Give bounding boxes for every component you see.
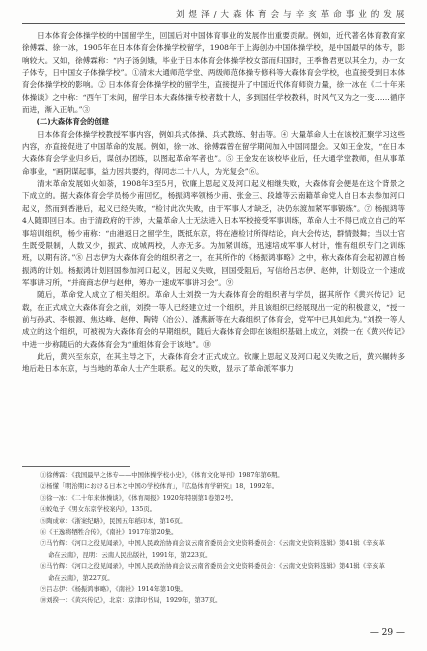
footnote: ②杨懂「明治期における日本と中国の学校体育」，『広島体育学研究』18，1992年。 <box>40 483 279 491</box>
paragraph: 日本体育会体操学校教授军事内容，例如兵式体操、兵式教练、射击等。④ 大量革命人士在该校汇聚学习这些内容，亦直接促进了中国革命的发展。例如，徐一冰、徐傅霖曾在留学期间加入中国同盟会。又如王金发，“在日本大森体育会学业归乡后，谋创办团练，以图起革命军者也”。⑤ 王金发在该校毕业后，任大通学堂教师，但从事革命事业，“画阴谋起事，益力因共要约，得同志二十八人，为光复会”⑥。 <box>22 129 405 176</box>
footnote: ⑤陶成章：《浙案纪略》，民国五年稻印本，第16页。 <box>40 517 187 525</box>
footnote: ⑥《王逸将牺牲合传》，《南社》1917年第20集。 <box>40 529 178 537</box>
footnotes <box>40 470 405 607</box>
section-heading: (二)大森体育会的创建 <box>36 117 109 127</box>
paragraph: 日本体育会体操学校的中国留学生，回国后对中国体育事业的发展作出重要贡献。例如，近代著名体育教育家徐傅霖、徐一冰，1905年在日本体育会体操学校留学，1908年于上海创办中国体操学校，是中国最早的体专，影响较大。又如，徐傅霖称：“内子汤剑娥，毕业于日本体育会体操学校女部而归国时，王季鲁君更以其全力，办一女子体专，日中国女子体操学校”。①清末大通师范学堂、两级师范体操专修科等大森体育会学校，也直接受到日本体育会体操学校的影响。② 日本体育会体操学校的留学生，直接提升了中国近代体育师资力量，徐一冰在《二十年来体操谈》之中称：“西午丁未间，留学日本大森体操专校者数十人，多到国任学校教科，时风气又为之一变……循序而进，渐入正轨。”③ <box>22 31 405 115</box>
footnote: ⑦马竹辉：《河口之役见闻录》，中国人民政治协商会议云南省委员会文史资料委员会：《云南文史资料选辑》第41辑《辛亥革 <box>40 540 385 548</box>
footnote: ⑨吕志伊：《杨振鸿事略》，《南社》1914年第10集。 <box>40 586 187 594</box>
paragraph: 随后，革命党人成立了相关组织。革命人士刘揆一为大森体育会的组织者与学员，据其所作《黄兴传记》记载，在正式成立大森体育会之前，刘揆一等人已经建立过一个组织，并且该组织已经展现出一定的积极意义，“授一前与孙武、李根源、焦达峰、赵伸、陶铸（冶公）、潘燕新等在大森组织了体育会，党军中已具如此为。”刘揆一等人成立的这个组织，可被视为大森体育会的早期组织，随后大森体育会即在该组织基础上成立，刘揆一在《黄兴传记》中进一步称随后的大森体育会为“重组体育会于该地”。⑩ <box>22 290 405 349</box>
body-text <box>22 30 405 376</box>
footnote-continuation: 命在云南》，第227页。 <box>48 574 114 582</box>
footnote: ③徐一冰：《二十年来体操谈》，《体育周报》1920年特别第1卷第2号。 <box>40 494 238 502</box>
footnote: ①徐傅霖：《我国最早之体专——中国体操学校小史》，《体育文化导刊》1987年第6期。 <box>40 472 284 479</box>
footnote: ④蛟龟子《男女东京学校案内》，135页。 <box>40 506 156 514</box>
footnote-rule <box>22 466 130 467</box>
footnote: ⑧马竹辉：《河口之役见闻录》，中国人民政治协商会议云南省委员会文史资料委员会：《云南文史资料选辑》第41辑《辛亥革 <box>40 563 385 571</box>
paragraph: 此后，黄兴至东京，在其主导之下，大森体育会才正式成立。钦廉上思起义及河口起义失败之后，黄兴辗转多地后赴日本东京，与当地的革命人士产生联系。起义的失败，显示了革命派军事力 <box>22 351 405 374</box>
footnote: ⑩刘揆一：《黄兴传记》，北京：京津印书局，1929年，第37页。 <box>40 597 222 605</box>
header-rule <box>22 23 405 24</box>
paragraph: 清末革命发展如火如荼，1908年3至5月，钦廉上思起义及河口起义相继失败，大森体育会便是在这个背景之下成立的。据大森体育会学员杨少甫回忆，杨振鸿率领杨少甫、张金三、段雄等云南籍革命党人自日本去参加河口起义，然而到香港后，起义已经失败，“检讨此次失败，由于军事人才缺乏，决仍东渡加紧军事锻炼”。⑦ 杨振鸿等4人随即回日本。由于清政府的干涉，大量革命人士无法进入日本军校接受军事训练，革命人士不得已成立自己的军事培训组织，杨少甫称：“由港返日之留学生，既抵东京，将在港检讨所得结论，向大会传达，群情鼓舞；当以士官生既受限制，人数又少，振武、成城两校，人亦无多。为加紧训练，迅速培成军事人材计，惟有组织专门之训练班，以期有济。”⑧ 吕志伊为大森体育会的组织者之一，在其所作的《杨振鸿事略》之中，称大森体育会起初源自杨振鸿的计划。杨振鸿计划回国参加河口起义，因起义失败，回国受阻后，写信给吕志伊、赵伸，计划设立一个速成军事讲习所，“并商商志伊与赵伸，筹办一速成军事讲习会”。⑨ <box>22 179 405 287</box>
footnote-continuation: 命在云南》，昆明：云南人民出版社，1991年，第223页。 <box>48 551 212 559</box>
page-number: — 29 — <box>369 628 405 638</box>
running-head: 刘 煜 泽 / 大 森 体 育 会 与 辛 亥 革 命 事 业 的 发 展 <box>176 10 405 20</box>
